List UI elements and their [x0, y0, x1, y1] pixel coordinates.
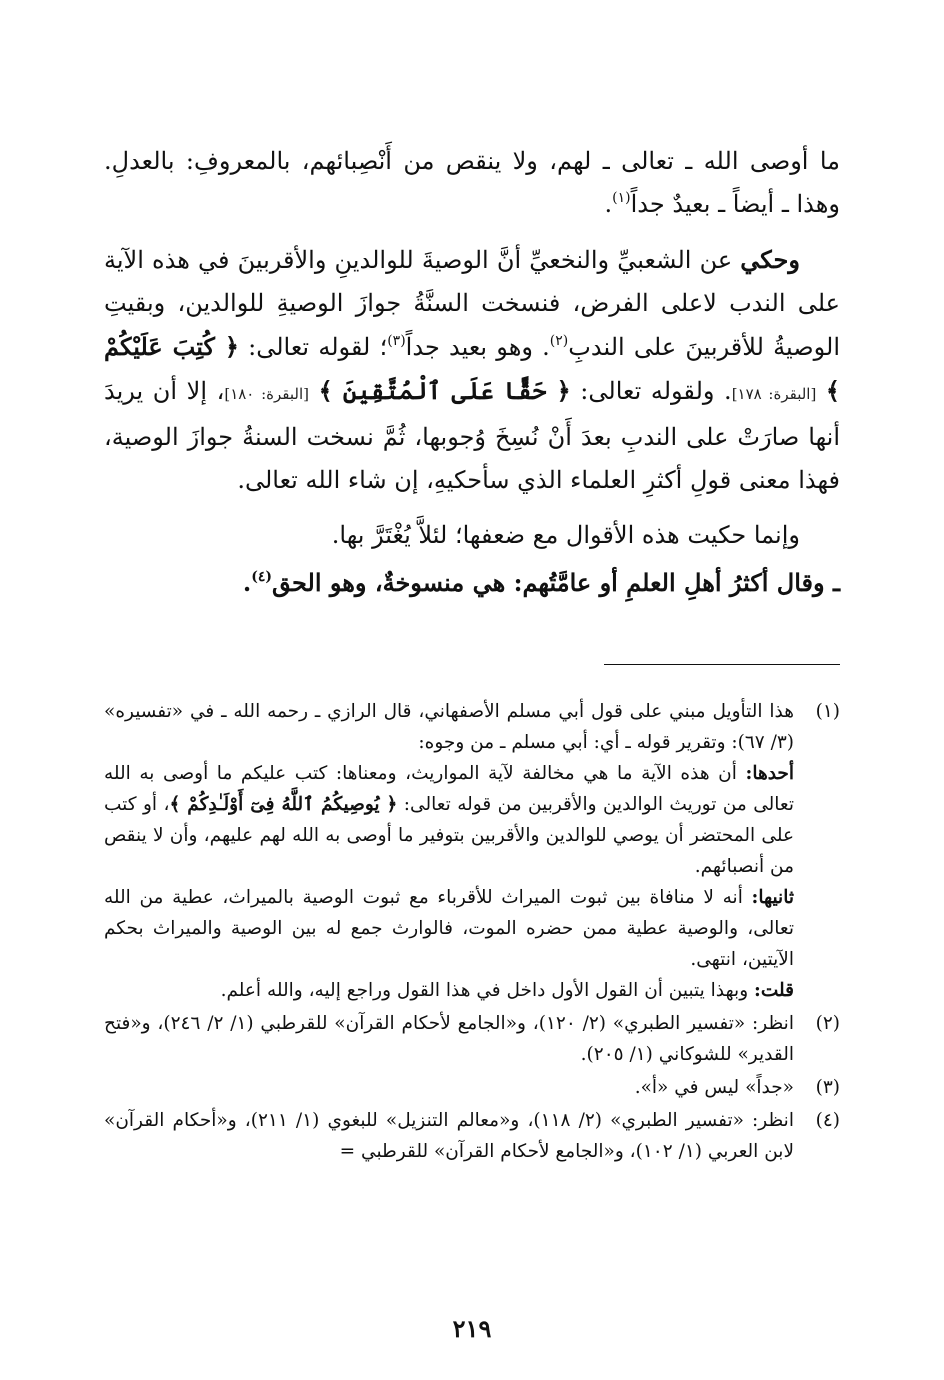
footnote-3: [104, 1072, 840, 1103]
paragraph-text: ما أوصى الله ـ تعالى ـ لهم، ولا ينقص من أَنْصِبائهم، بالمعروفِ: بالعدلِ. وهذا ـ أيضاً ـ بعيدٌ جداً: [104, 147, 840, 218]
verse-reference: [البقرة: ١٧٨]: [731, 385, 817, 403]
footnote-label: قلت:: [754, 980, 794, 1001]
footnotes: [104, 696, 840, 1167]
footnote-ref-3[interactable]: (٣): [387, 333, 406, 349]
footnote-number: (٤): [815, 1110, 840, 1131]
footnote-2: [104, 1008, 840, 1070]
footnote-ref-1[interactable]: (١): [612, 190, 631, 206]
paragraph-lead: وحكي: [740, 245, 800, 274]
footnote-separator: [604, 664, 840, 665]
quran-verse: ﴿ حَقًّا عَلَى ٱلْمُتَّقِينَ ﴾: [318, 376, 571, 405]
footnote-ref-2[interactable]: (٢): [549, 333, 569, 349]
footnote-body: هذا التأويل مبني على قول أبي مسلم الأصفهاني، قال الرازي ـ رحمه الله ـ في «تفسيره» (٣/ ٦٧): وتقرير قوله ـ أي: أبي مسلم ـ من وجوه: أحدها: أن هذه الآية ما هي مخالفة لآية المواريث، ومعناها: كتب عليكم ما أوصى به الله تعالى من توريث الوالدين والأقربين من قوله تعالى: ﴿ يُوصِيكُمُ ٱللَّهُ فِىٓ أَوْلَـٰدِكُمْ ﴾، أو كتب على المحتضر أن يوصي للوالدين والأقربين بتوفير ما أوصى به الله لهم عليهم، وأن لا ينقص من أنصبائهم. ثانيها: أنه لا منافاة بين ثبوت الميراث للأقرباء مع ثبوت الوصية بالميراث، عطية من الله تعالى، والوصية عطية ممن حضره الموت، فالوارث جمع له بين الوصية والميراث بحكم الآيتين، انتهى. قلت: وبهذا يتبين أن القول الأول داخل في هذا القول وراجع إليه، والله أعلم.: [104, 701, 794, 1001]
paragraph-4: ـ وقال أكثرُ أهلِ العلمِ أو عامَّتُهم: هي منسوخةٌ، وهو الحق$^{(٤)}$.: [242, 568, 840, 597]
footnote-body: انظر: «تفسير الطبري» (٢/ ١٢٠)، و«الجامع لأحكام القرآن» للقرطبي (١/ ٢/ ٢٤٦)، و«فتح القدير» للشوكاني (١/ ٢٠٥).: [104, 1013, 794, 1065]
footnote-1: [104, 696, 840, 1006]
quran-verse: ﴿ كُتِبَ عَلَيْكُمْ ﴾: [104, 332, 840, 405]
footnote-body: «جداً» ليس في «أ».: [634, 1077, 794, 1098]
page-number: ٢١٩: [452, 1314, 492, 1343]
footnote-number: (٣): [815, 1077, 840, 1098]
main-text: [104, 140, 840, 604]
paragraph-2: وحكي عن الشعبيِّ والنخعيِّ أنَّ الوصيةَ للوالدينِ والأقربينَ في هذه الآية على الندب لاعلى الفرض، فنسخت السنَّةُ جوازَ الوصيةِ للوالدين، وبقيتِ الوصيةُ للأقربينَ على الندبِ$^{(٢)}$. وهو بعيد جداً$^{(٣)}$؛ لقوله تعالى: ﴿ كُتِبَ عَلَيْكُمْ ﴾ [البقرة: ١٧٨]. ولقوله تعالى: ﴿ حَقًّا عَلَى ٱلْمُتَّقِينَ ﴾ [البقرة: ١٨٠]، إلا أن يريدَ أنها صارَتْ على الندبِ بعدَ أَنْ نُسِخَ وُجوبها، ثُمَّ نسخت السنةُ جوازَ الوصية، فهذا معنى قولِ أكثرِ العلماء الذي سأحكيهِ، إن شاء الله تعالى.: [104, 245, 840, 494]
paragraph-text: ـ وقال أكثرُ أهلِ العلمِ أو عامَّتُهم: هي منسوخةٌ، وهو الحق: [272, 568, 840, 597]
footnote-4: [104, 1105, 840, 1167]
quran-verse: ﴿ يُوصِيكُمُ ٱللَّهُ فِىٓ أَوْلَـٰدِكُمْ ﴾: [169, 794, 398, 815]
verse-reference: [البقرة: ١٨٠]: [224, 385, 309, 403]
footnote-body: انظر: «تفسير الطبري» (٢/ ١١٨)، و«معالم التنزيل» للبغوي (١/ ٢١١)، و«أحكام القرآن» لابن العربي (١/ ١٠٢)، و«الجامع لأحكام القرآن» للقرطبي =: [104, 1110, 794, 1162]
footnote-ref-4[interactable]: (٤): [251, 569, 273, 585]
footnote-label: ثانيها:: [751, 887, 794, 908]
paragraph-3: وإنما حكيت هذه الأقوال مع ضعفها؛ لئلاَّ يُغْتَرَّ بها.: [331, 521, 800, 549]
footnote-number: (٢): [815, 1013, 840, 1034]
paragraph-1: ما أوصى الله ـ تعالى ـ لهم، ولا ينقص من أَنْصِبائهم، بالمعروفِ: بالعدلِ. وهذا ـ أيضاً ـ بعيدٌ جداً$^{(١)}$.: [104, 147, 840, 218]
footnote-number: (١): [815, 701, 840, 722]
footnote-label: أحدها:: [745, 763, 794, 784]
